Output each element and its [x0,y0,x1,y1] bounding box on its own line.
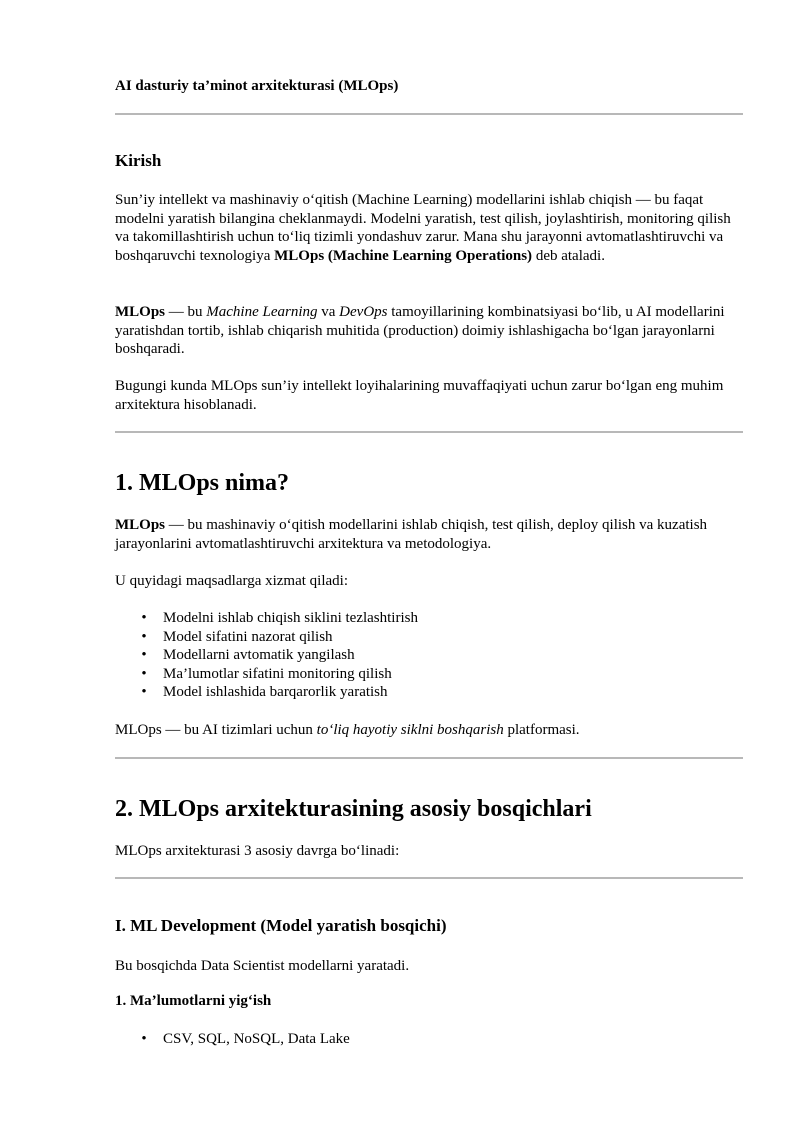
text: — bu mashinaviy o‘qitish modellarini ishlab chiqish, test qilish, deploy qilish va kuzatish jarayonlarini avtomatlashtiruvchi arxitektura va metodologiya. [115,517,708,552]
list-item [115,665,418,684]
list-item-text: Model sifatini nazorat qilish [163,628,333,645]
bold-term: MLOps [115,304,166,320]
text: platformasi. [503,722,580,738]
divider [115,877,743,879]
list-item-text: Model ishlashida barqarorlik yaratish [163,684,388,700]
bullet-icon: • [141,647,147,663]
section-1-paragraph-2: U quyidagi maqsadlarga xizmat qiladi: [115,573,348,589]
list-item-text: CSV, SQL, NoSQL, Data Lake [163,1031,350,1047]
intro-heading: Kirish [115,151,162,170]
stage-1-paragraph-1: Bu bosqichda Data Scientist modellarni yaratadi. [115,958,410,974]
list-item [115,628,418,647]
list-item-text: Ma’lumotlar sifatini monitoring qilish [163,665,392,682]
section-2-paragraph-1: MLOps arxitekturasi 3 asosiy davrga bo‘linadi: [115,843,400,859]
section-2-heading: 2. MLOps arxitekturasining asosiy bosqichlari [115,796,592,822]
text: va [317,304,340,320]
italic-term: Machine Learning [206,304,318,320]
bullet-icon: • [141,1031,147,1047]
text: MLOps — bu AI tizimlari uchun [115,722,317,738]
bullet-icon: • [141,684,147,700]
section-1-bullet-list [115,609,418,702]
bold-term: MLOps (Machine Learning Operations) [274,247,533,264]
stage-1-heading: I. ML Development (Model yaratish bosqichi) [115,916,447,935]
divider [115,431,743,433]
section-1-heading: 1. MLOps nima? [115,470,290,496]
list-item [115,1030,350,1049]
italic-term: to‘liq hayotiy siklni boshqarish [316,722,504,738]
stage-1-sub-1-bullet-list [115,1030,350,1049]
list-item [115,646,418,665]
text: tamoyillarining kombinatsiyasi bo‘lib, u AI modellarini yaratishdan tortib, ishlab chiqarish muhitida (production) doimiy ishlashigacha bo‘lgan jarayonlarni boshqaradi. [115,304,725,357]
italic-term: DevOps [339,304,388,320]
divider [115,113,743,115]
list-item [115,683,418,702]
bold-term: MLOps [115,517,166,533]
document-title: AI dasturiy ta’minot arxitekturasi (MLOps) [115,78,399,94]
text: deb ataladi. [532,247,605,264]
bullet-icon: • [141,665,147,682]
bullet-icon: • [141,628,147,645]
section-1-paragraph-1 [115,516,743,553]
list-item-text: Modelni ishlab chiqish siklini tezlashtirish [163,610,418,626]
divider [115,757,743,759]
intro-paragraph-1 [115,191,743,265]
bullet-icon: • [141,610,147,626]
intro-paragraph-2 [115,303,743,359]
section-1-paragraph-3 [115,721,743,740]
intro-paragraph-3: Bugungi kunda MLOps sun’iy intellekt loyihalarining muvaffaqiyati uchun zarur bo‘lgan eng muhim arxitektura hisoblanadi. [115,378,724,413]
text: — bu [165,304,207,320]
list-item-text: Modellarni avtomatik yangilash [163,647,355,663]
list-item [115,609,418,628]
stage-1-subheading-1: 1. Ma’lumotlarni yig‘ish [115,993,272,1009]
text: Sun’iy intellekt va mashinaviy o‘qitish (Machine Learning) modellarini ishlab chiqish — bu faqat modelni yaratish bilangina cheklanmaydi. Modelni yaratish, test qilish, joylashtirish, monitoring qilish va takomillashtirish uchun to‘liq tizimli yondashuv zarur. Mana shu jarayonni avtomatlashtiruvchi va boshqaruvchi texnologiya [115,192,731,264]
